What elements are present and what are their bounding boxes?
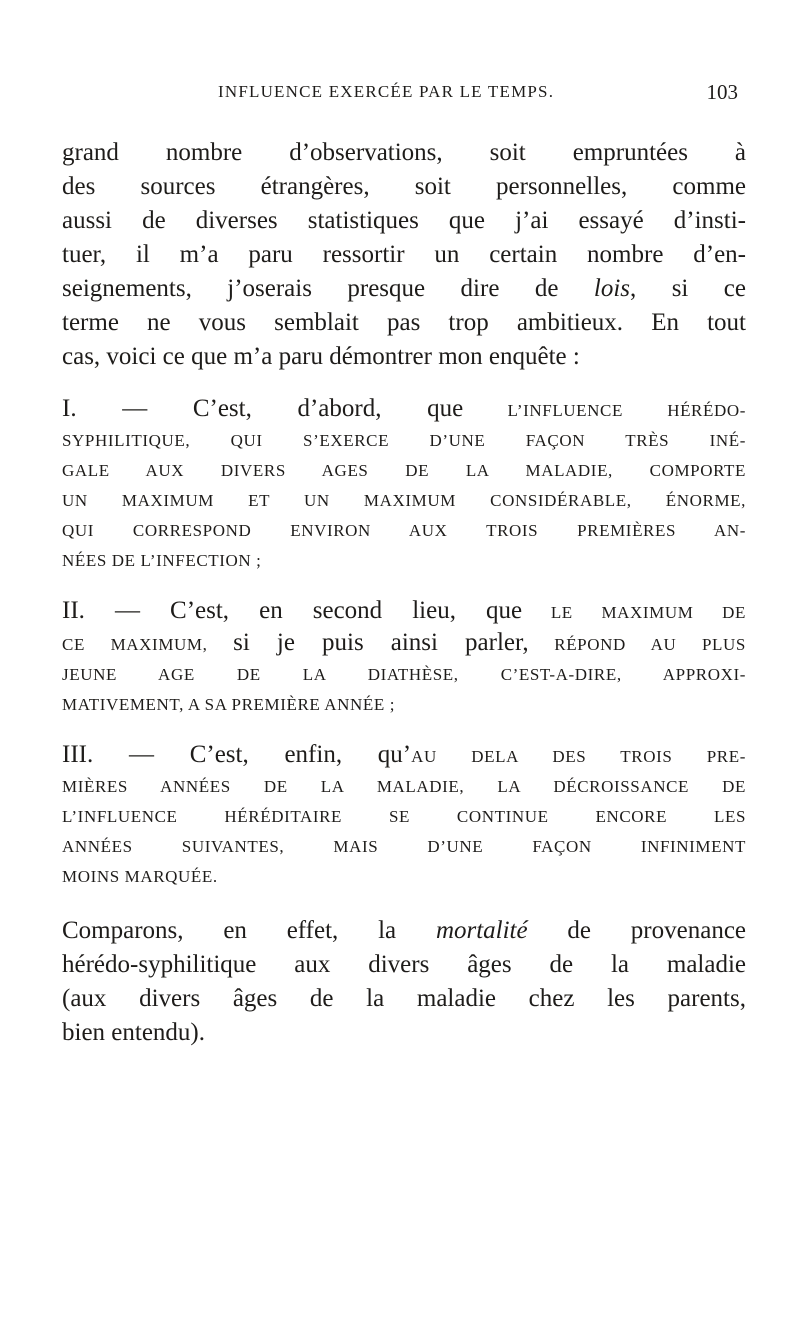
point-two <box>62 596 746 720</box>
text-line: UN MAXIMUM ET UN MAXIMUM CONSIDÉRABLE, ÉNORME, <box>62 491 746 510</box>
page-header <box>0 82 800 112</box>
text-line: QUI CORRESPOND ENVIRON AUX TROIS PREMIÈRES AN- <box>62 521 746 540</box>
text-span: seignements, j’oserais presque dire de <box>62 275 559 302</box>
intro-paragraph <box>62 136 746 374</box>
text-span: de provenance <box>567 917 747 944</box>
text-line: grand nombre d’observations, soit empruntées à <box>62 139 746 166</box>
italic-word: lois <box>593 275 631 302</box>
small-caps-text: L’INFLUENCE HÉRÉDO- <box>507 401 746 420</box>
point-lead: III. — C’est, enfin, qu’ <box>62 741 412 768</box>
text-line: GALE AUX DIVERS AGES DE LA MALADIE, COMPORTE <box>62 461 746 480</box>
point-lead: I. — C’est, d’abord, que <box>62 395 464 422</box>
text-line: hérédo-syphilitique aux divers âges de la maladie <box>62 951 746 978</box>
text-line <box>62 272 746 306</box>
page-body <box>62 136 746 1050</box>
text-line: terme ne vous semblait pas trop ambitieux. En tout <box>62 309 746 336</box>
point-one <box>62 394 746 576</box>
page-number: 103 <box>706 80 738 104</box>
text-line <box>62 740 746 772</box>
small-caps-text: AU DELA DES TROIS PRE- <box>411 747 746 766</box>
plain-text: si je puis ainsi parler, <box>233 629 529 656</box>
text-line: JEUNE AGE DE LA DIATHÈSE, C’EST-A-DIRE, APPROXI- <box>62 665 746 684</box>
text-line: MATIVEMENT, A SA PREMIÈRE ANNÉE ; <box>62 695 396 714</box>
text-line: des sources étrangères, soit personnelles, comme <box>62 173 746 200</box>
small-caps-text: LE MAXIMUM DE <box>550 603 746 622</box>
running-title: INFLUENCE EXERCÉE PAR LE TEMPS. <box>218 82 555 101</box>
text-line: ANNÉES SUIVANTES, MAIS D’UNE FAÇON INFINIMENT <box>62 837 746 856</box>
text-line: MOINS MARQUÉE. <box>62 867 218 886</box>
text-line <box>62 628 746 660</box>
text-line <box>62 914 746 948</box>
text-line: SYPHILITIQUE, QUI S’EXERCE D’UNE FAÇON TRÈS INÉ- <box>62 431 746 450</box>
point-three <box>62 740 746 892</box>
text-line: L’INFLUENCE HÉRÉDITAIRE SE CONTINUE ENCORE LES <box>62 807 746 826</box>
text-line: cas, voici ce que m’a paru démontrer mon enquête : <box>62 343 580 370</box>
text-line: bien entendu). <box>62 1019 206 1046</box>
text-span: , si ce <box>630 275 746 302</box>
text-line <box>62 596 746 628</box>
closing-paragraph <box>62 914 746 1050</box>
small-caps-text: RÉPOND AU PLUS <box>554 635 746 654</box>
text-line <box>62 394 746 426</box>
small-caps-text: CE MAXIMUM, <box>62 635 208 654</box>
text-span: Comparons, en effet, la <box>62 917 397 944</box>
text-line: (aux divers âges de la maladie chez les parents, <box>62 985 746 1012</box>
text-line: aussi de diverses statistiques que j’ai essayé d’insti- <box>62 207 746 234</box>
text-line: MIÈRES ANNÉES DE LA MALADIE, LA DÉCROISSANCE DE <box>62 777 746 796</box>
italic-word: mortalité <box>435 917 528 944</box>
text-line: tuer, il m’a paru ressortir un certain nombre d’en- <box>62 241 746 268</box>
point-lead: II. — C’est, en second lieu, que <box>62 597 523 624</box>
text-line: NÉES DE L’INFECTION ; <box>62 551 262 570</box>
